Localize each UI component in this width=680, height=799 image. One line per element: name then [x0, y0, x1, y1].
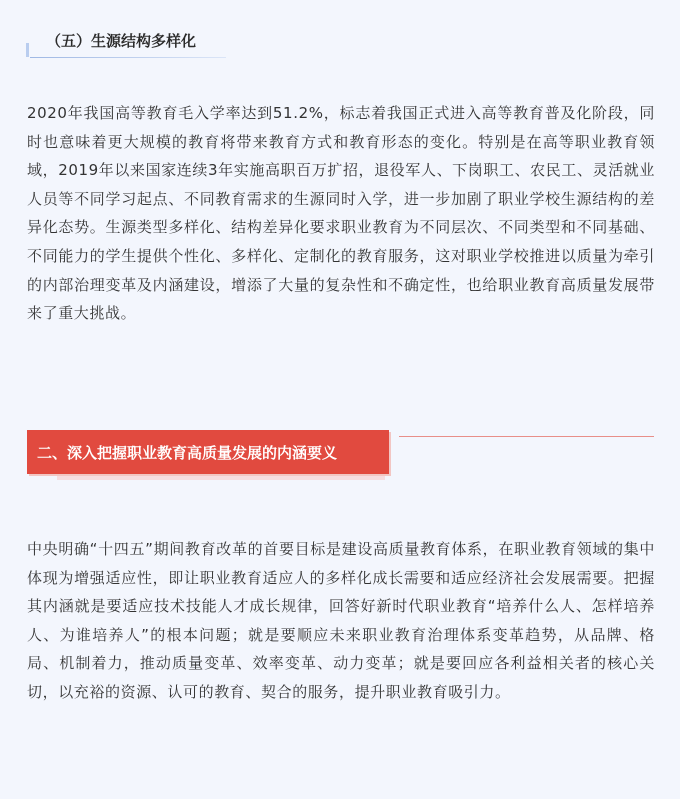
banner-title-box — [27, 430, 389, 474]
section-title: 二、深入把握职业教育高质量发展的内涵要义 — [37, 444, 338, 462]
subsection-heading — [26, 26, 226, 60]
body-paragraph-1: 2020年我国高等教育毛入学率达到51.2%，标志着我国正式进入高等教育普及化阶段，同时也意味着更大规模的教育将带来教育方式和教育形态的变化。特别是在高等职业教育领域，2019年以来国家连续3年实施高职百万扩招，退役军人、下岗职工、农民工、灵活就业人员等不同学习起点、不同教育需求的生源同时入学，进一步加剧了职业学校生源结构的差异化态势。生源类型多样化、结构差异化要求职业教育为不同层次、不同类型和不同基础、不同能力的学生提供个性化、多样化、定制化的教育服务，这对职业学校推进以质量为牵引的内部治理变革及内涵建设，增添了大量的复杂性和不确定性，也给职业教育高质量发展带来了重大挑战。 — [27, 104, 655, 323]
banner-rule-line — [399, 436, 654, 437]
section-banner — [27, 424, 654, 486]
heading-underline — [30, 57, 226, 58]
subsection-title: （五）生源结构多样化 — [46, 32, 197, 50]
body-paragraph-2: 中央明确“十四五”期间教育改革的首要目标是建设高质量教育体系，在职业教育领域的集中体现为增强适应性，即让职业教育适应人的多样化成长需要和适应经济社会发展需要。把握其内涵就是要适应技术技能人才成长规律，回答好新时代职业教育“培养什么人、怎样培养人、为谁培养人”的根本问题；就是要顺应未来职业教育治理体系变革趋势，从品牌、格局、机制着力，推动质量变革、效率变革、动力变革；就是要回应各利益相关者的核心关切，以充裕的资源、认可的教育、契合的服务，提升职业教育吸引力。 — [27, 540, 655, 701]
heading-accent-bar — [26, 43, 29, 57]
